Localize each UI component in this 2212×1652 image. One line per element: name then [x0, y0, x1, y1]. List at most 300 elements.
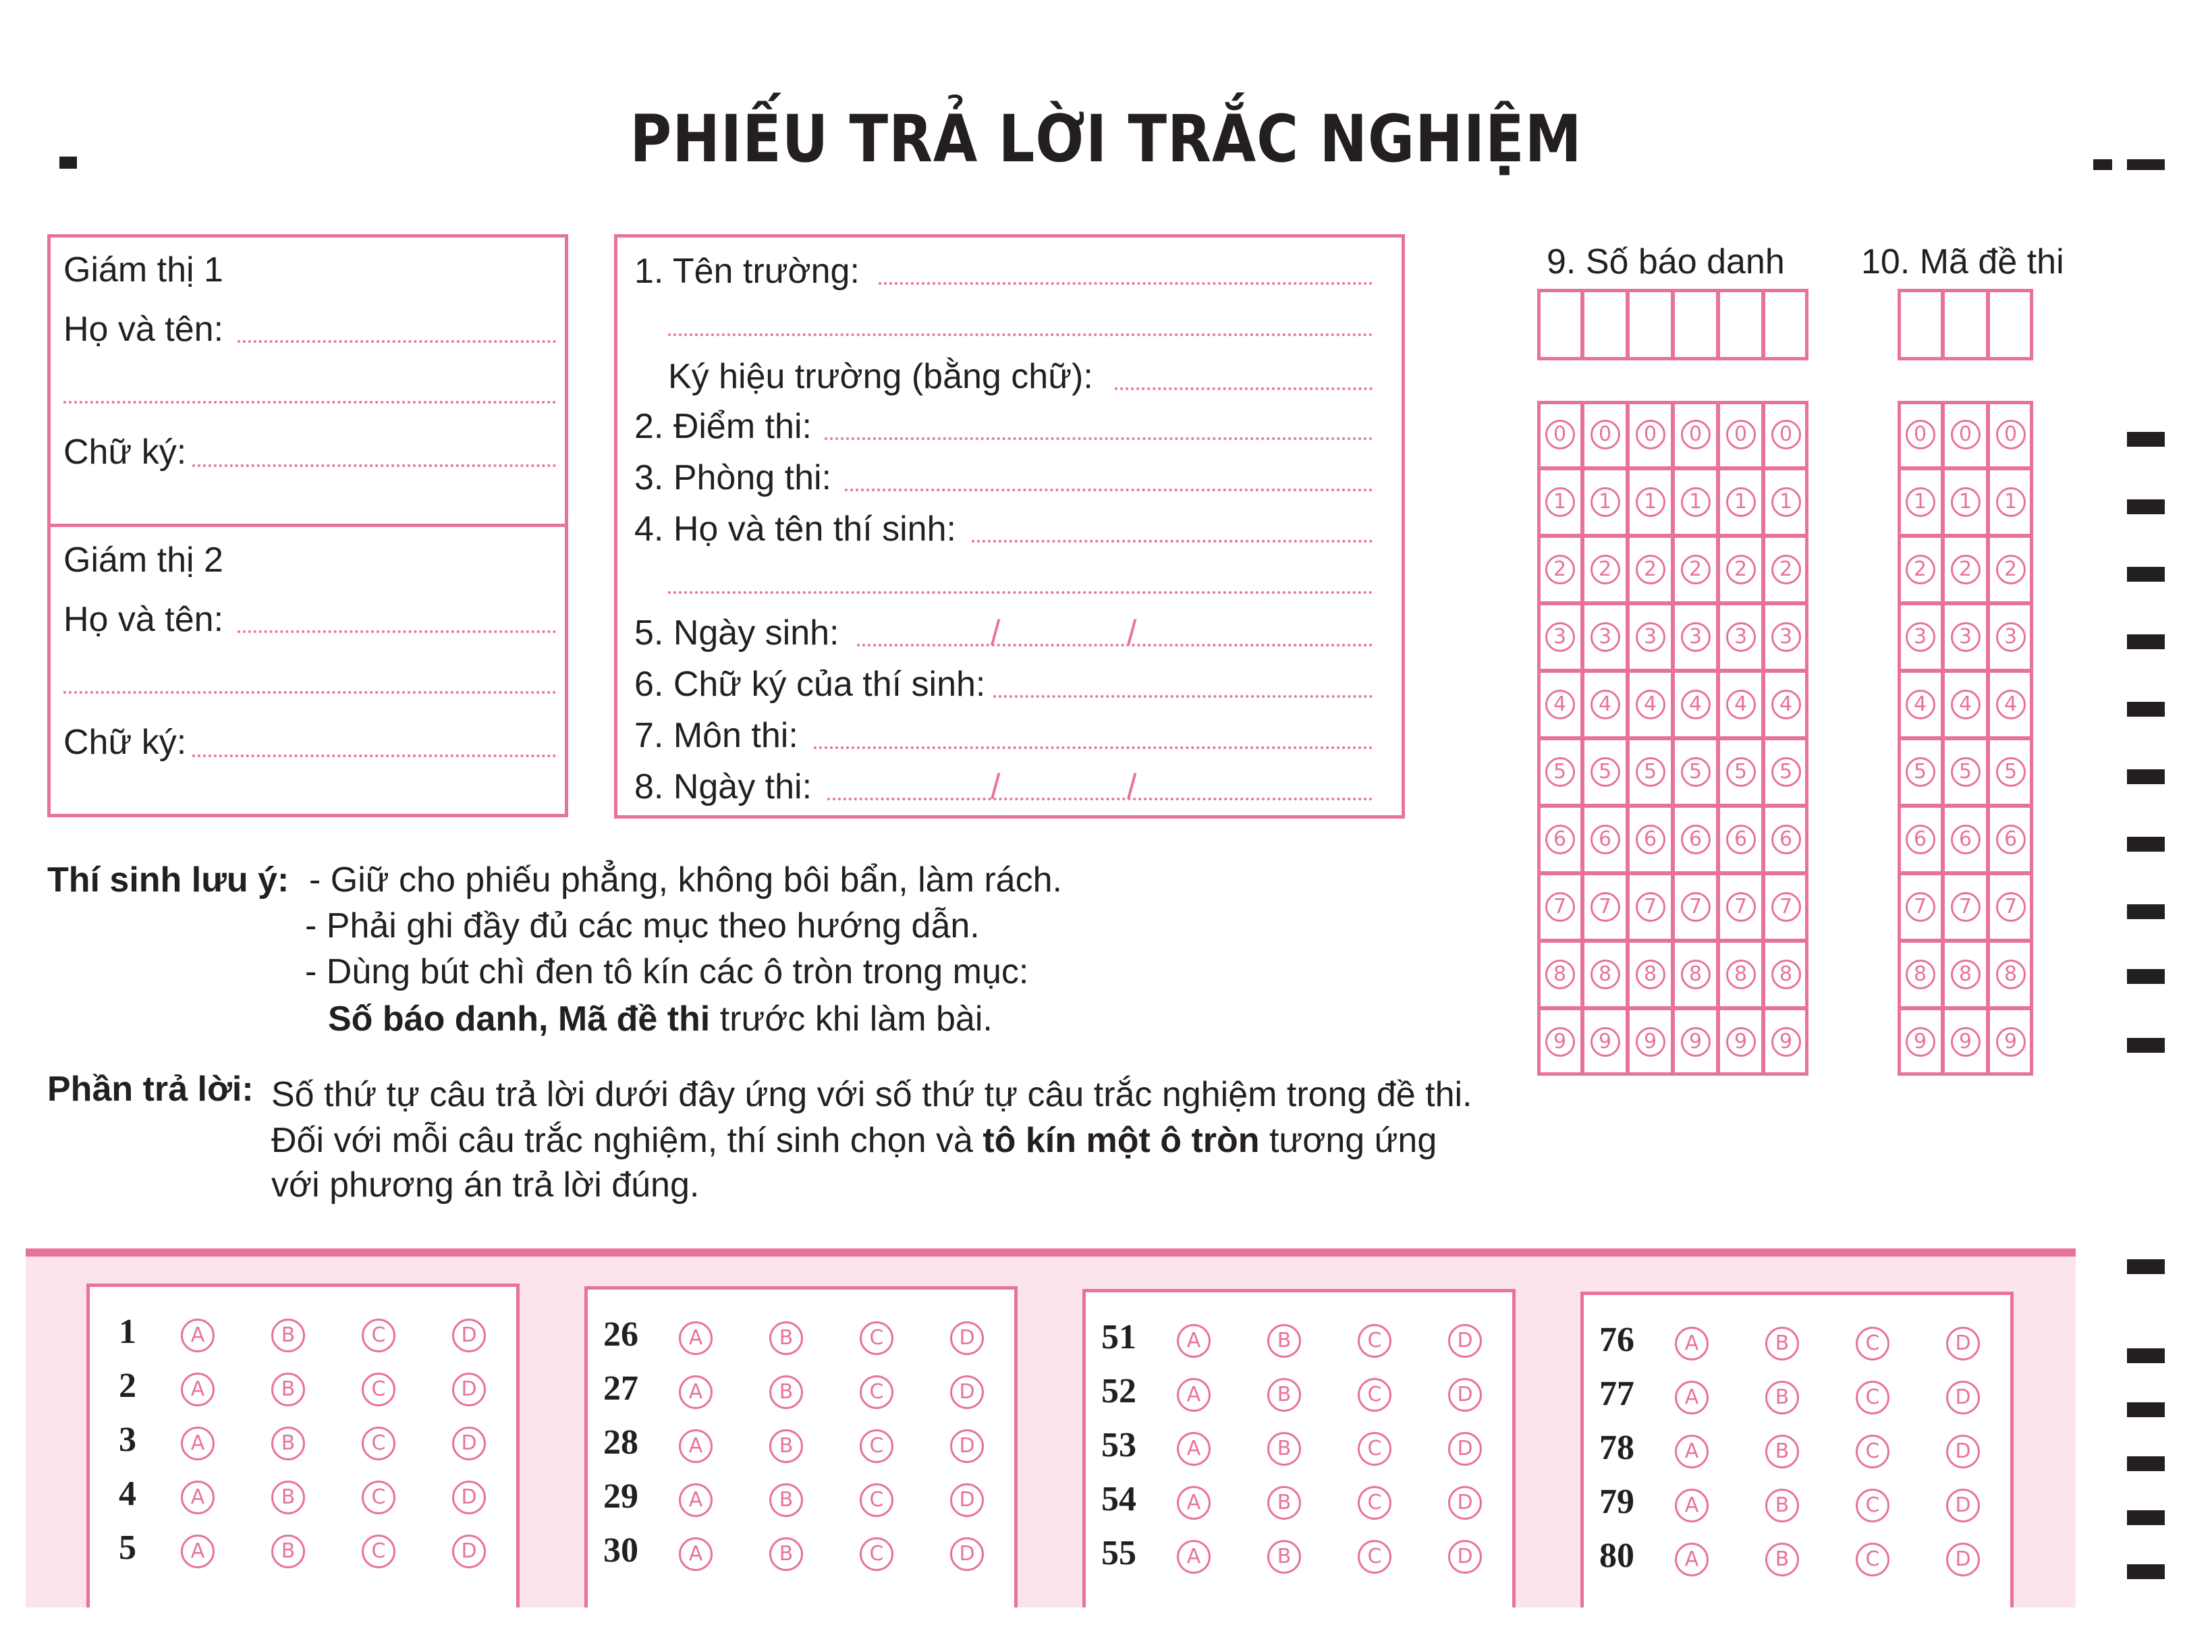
- exam-code-grid-cell: [1898, 536, 1943, 603]
- answer-option-bubble[interactable]: B: [1267, 1540, 1301, 1574]
- answer-option-bubble[interactable]: D: [950, 1429, 984, 1463]
- answer-option-bubble[interactable]: D: [1946, 1435, 1980, 1468]
- exam-code-grid-cell: [1988, 738, 2033, 806]
- student-id-digit-bubble[interactable]: 4: [1545, 690, 1575, 719]
- answer-option-bubble[interactable]: C: [1856, 1327, 1889, 1360]
- exam-code-digit-bubble[interactable]: 9: [1906, 1027, 1935, 1057]
- student-id-digit-bubble[interactable]: 5: [1726, 757, 1756, 787]
- student-id-digit-bubble[interactable]: 0: [1681, 420, 1711, 449]
- answer-option-bubble[interactable]: A: [181, 1427, 215, 1460]
- student-id-grid-cell: [1628, 603, 1673, 671]
- answer-option-bubble[interactable]: B: [1765, 1327, 1799, 1360]
- exam-code-digit-bubble[interactable]: 3: [1951, 622, 1981, 652]
- answer-option-bubble[interactable]: B: [271, 1319, 305, 1352]
- answer-option-bubble[interactable]: D: [452, 1535, 486, 1568]
- birth-date-field[interactable]: [857, 644, 1373, 646]
- timing-mark: [2127, 702, 2165, 717]
- proctor1-name-label: Họ và tên:: [63, 310, 224, 349]
- school-code-field[interactable]: [1115, 387, 1373, 390]
- student-id-grid-cell: [1628, 806, 1673, 873]
- answer-option-bubble[interactable]: A: [181, 1373, 215, 1406]
- student-id-grid-cell: [1673, 671, 1718, 738]
- answer-option-bubble[interactable]: D: [1448, 1324, 1482, 1358]
- exam-code-digit-bubble[interactable]: 1: [1906, 487, 1935, 517]
- student-id-digit-bubble[interactable]: 0: [1545, 420, 1575, 449]
- exam-code-grid-cell: [1988, 806, 2033, 873]
- notes-line-1: - Giữ cho phiếu phẳng, không bôi bẩn, làm rách.: [309, 860, 1062, 900]
- answer-option-bubble[interactable]: D: [1946, 1489, 1980, 1522]
- answer-option-bubble[interactable]: D: [452, 1481, 486, 1514]
- student-id-digit-bubble[interactable]: 8: [1636, 960, 1665, 989]
- exam-code-digit-bubble[interactable]: 2: [1996, 555, 2026, 584]
- student-id-grid-cell: [1763, 941, 1808, 1008]
- answer-option-bubble[interactable]: B: [1765, 1435, 1799, 1468]
- answer-option-bubble[interactable]: A: [181, 1535, 215, 1568]
- answer-option-bubble[interactable]: C: [860, 1537, 893, 1571]
- answer-option-bubble[interactable]: C: [1358, 1540, 1391, 1574]
- exam-code-digit-bubble[interactable]: 7: [1906, 892, 1935, 922]
- student-id-grid-cell: [1628, 536, 1673, 603]
- student-id-digit-bubble[interactable]: 9: [1726, 1027, 1756, 1057]
- answer-option-bubble[interactable]: D: [1946, 1381, 1980, 1414]
- answer-option-bubble[interactable]: B: [1267, 1378, 1301, 1412]
- student-id-grid-cell: [1718, 401, 1763, 468]
- answer-option-bubble[interactable]: A: [679, 1429, 713, 1463]
- student-id-grid-cell: [1673, 738, 1718, 806]
- exam-code-grid-cell: [1943, 1008, 1988, 1076]
- exam-code-digit-bubble[interactable]: 8: [1951, 960, 1981, 989]
- student-id-digit-bubble[interactable]: 1: [1545, 487, 1575, 517]
- student-id-digit-bubble[interactable]: 3: [1545, 622, 1575, 652]
- question-number: 53: [1101, 1426, 1136, 1464]
- school-field[interactable]: [879, 282, 1373, 285]
- answer-option-bubble[interactable]: D: [1448, 1432, 1482, 1466]
- answer-option-bubble[interactable]: C: [1358, 1324, 1391, 1358]
- answer-option-bubble[interactable]: A: [1675, 1435, 1709, 1468]
- student-id-digit-bubble[interactable]: 2: [1591, 555, 1620, 584]
- student-id-digit-bubble[interactable]: 4: [1771, 690, 1801, 719]
- student-id-digit-bubble[interactable]: 6: [1771, 825, 1801, 854]
- answer-option-bubble[interactable]: D: [1448, 1486, 1482, 1520]
- answer-option-bubble[interactable]: B: [271, 1373, 305, 1406]
- exam-code-digit-bubble[interactable]: 6: [1996, 825, 2026, 854]
- exam-code-digit-bubble[interactable]: 2: [1906, 555, 1935, 584]
- student-id-grid-cell: [1628, 468, 1673, 536]
- exam-code-digit-bubble[interactable]: 4: [1951, 690, 1981, 719]
- student-id-grid-cell: [1673, 806, 1718, 873]
- question-number: 52: [1101, 1372, 1136, 1410]
- student-id-digit-bubble[interactable]: 2: [1726, 555, 1756, 584]
- question-number: 29: [603, 1477, 638, 1516]
- answer-option-bubble[interactable]: C: [1856, 1489, 1889, 1522]
- timing-mark: [2127, 1348, 2165, 1363]
- proctor2-name-field[interactable]: [238, 630, 556, 633]
- student-id-grid-cell: [1537, 873, 1582, 941]
- student-id-grid-cell: [1582, 806, 1628, 873]
- exam-code-digit-bubble[interactable]: 8: [1906, 960, 1935, 989]
- timing-mark: [2093, 159, 2112, 170]
- answer-option-bubble[interactable]: B: [769, 1483, 803, 1517]
- answer-option-bubble[interactable]: B: [271, 1481, 305, 1514]
- answer-option-bubble[interactable]: D: [1946, 1327, 1980, 1360]
- answer-option-bubble[interactable]: D: [950, 1375, 984, 1409]
- student-id-grid-cell: [1673, 603, 1718, 671]
- student-id-digit-bubble[interactable]: 5: [1636, 757, 1665, 787]
- answer-option-bubble[interactable]: C: [1358, 1378, 1391, 1412]
- candidate-name-label: 4. Họ và tên thí sinh:: [634, 510, 956, 549]
- answer-option-bubble[interactable]: C: [860, 1375, 893, 1409]
- question-number: 54: [1101, 1480, 1136, 1518]
- exam-code-grid-cell: [1898, 603, 1943, 671]
- exam-code-digit-bubble[interactable]: 1: [1951, 487, 1981, 517]
- student-id-digit-bubble[interactable]: 6: [1545, 825, 1575, 854]
- exam-date-label: 8. Ngày thi:: [634, 767, 812, 806]
- student-id-digit-bubble[interactable]: 2: [1545, 555, 1575, 584]
- answer-option-bubble[interactable]: A: [1177, 1540, 1211, 1574]
- student-id-grid-cell: [1537, 401, 1582, 468]
- proctor1-signature-field[interactable]: [192, 464, 556, 467]
- answer-option-bubble[interactable]: C: [1856, 1435, 1889, 1468]
- exam-code-entry-cell[interactable]: [1898, 289, 1943, 360]
- exam-code-grid-cell: [1943, 738, 1988, 806]
- student-id-grid-cell: [1673, 873, 1718, 941]
- exam-site-label: 2. Điểm thi:: [634, 407, 812, 446]
- answer-option-bubble[interactable]: C: [1358, 1432, 1391, 1466]
- proctor2-heading: Giám thị 2: [63, 541, 223, 580]
- student-id-digit-bubble[interactable]: 8: [1591, 960, 1620, 989]
- exam-code-grid-cell: [1943, 603, 1988, 671]
- question-number: 76: [1599, 1321, 1634, 1359]
- answer-option-bubble[interactable]: C: [1856, 1381, 1889, 1414]
- student-id-digit-bubble[interactable]: 9: [1636, 1027, 1665, 1057]
- student-id-digit-bubble[interactable]: 5: [1681, 757, 1711, 787]
- answer-option-bubble[interactable]: A: [1177, 1486, 1211, 1520]
- student-id-digit-bubble[interactable]: 2: [1771, 555, 1801, 584]
- exam-code-entry-cell[interactable]: [1943, 289, 1988, 360]
- student-id-grid-cell: [1537, 536, 1582, 603]
- answer-option-bubble[interactable]: D: [452, 1373, 486, 1406]
- proctor-divider: [47, 524, 568, 527]
- student-id-grid-cell: [1628, 738, 1673, 806]
- question-number: 4: [119, 1475, 136, 1513]
- student-id-digit-bubble[interactable]: 9: [1545, 1027, 1575, 1057]
- answer-option-bubble[interactable]: D: [452, 1319, 486, 1352]
- exam-code-digit-bubble[interactable]: 3: [1906, 622, 1935, 652]
- answer-option-bubble[interactable]: A: [1675, 1543, 1709, 1576]
- question-number: 27: [603, 1369, 638, 1408]
- answer-option-bubble[interactable]: C: [860, 1321, 893, 1355]
- student-id-digit-bubble[interactable]: 7: [1726, 892, 1756, 922]
- student-id-grid-cell: [1673, 401, 1718, 468]
- student-id-digit-bubble[interactable]: 9: [1771, 1027, 1801, 1057]
- answer-option-bubble[interactable]: D: [452, 1427, 486, 1460]
- student-id-digit-bubble[interactable]: 3: [1726, 622, 1756, 652]
- exam-code-grid-cell: [1943, 401, 1988, 468]
- school-label: 1. Tên trường:: [634, 252, 860, 291]
- student-id-entry-cell[interactable]: [1628, 289, 1673, 360]
- exam-code-grid-cell: [1898, 941, 1943, 1008]
- answer-option-bubble[interactable]: C: [362, 1373, 395, 1406]
- student-id-grid-cell: [1582, 1008, 1628, 1076]
- student-id-digit-bubble[interactable]: 5: [1591, 757, 1620, 787]
- exam-site-field[interactable]: [825, 437, 1373, 440]
- exam-date-field[interactable]: [827, 798, 1373, 800]
- birth-date-label: 5. Ngày sinh:: [634, 613, 839, 653]
- exam-code-digit-bubble[interactable]: 0: [1906, 420, 1935, 449]
- proctor1-name-field-line2[interactable]: [63, 401, 556, 404]
- student-id-digit-bubble[interactable]: 9: [1591, 1027, 1620, 1057]
- answer-option-bubble[interactable]: A: [181, 1319, 215, 1352]
- student-id-digit-bubble[interactable]: 6: [1726, 825, 1756, 854]
- proctor2-signature-field[interactable]: [192, 754, 556, 757]
- exam-code-digit-bubble[interactable]: 1: [1996, 487, 2026, 517]
- answer-option-bubble[interactable]: C: [362, 1535, 395, 1568]
- exam-code-digit-bubble[interactable]: 6: [1951, 825, 1981, 854]
- question-number: 51: [1101, 1318, 1136, 1356]
- student-id-grid-cell: [1582, 738, 1628, 806]
- question-number: 5: [119, 1529, 136, 1567]
- answer-option-bubble[interactable]: A: [1177, 1432, 1211, 1466]
- answer-option-bubble[interactable]: C: [1856, 1543, 1889, 1576]
- exam-code-grid-cell: [1898, 806, 1943, 873]
- student-id-digit-bubble[interactable]: 3: [1771, 622, 1801, 652]
- answer-option-bubble[interactable]: C: [362, 1319, 395, 1352]
- student-id-entry-cell[interactable]: [1763, 289, 1808, 360]
- student-id-entry-cell[interactable]: [1673, 289, 1718, 360]
- timing-mark: [2127, 1038, 2165, 1053]
- student-id-grid-cell: [1582, 603, 1628, 671]
- student-id-grid-cell: [1763, 603, 1808, 671]
- candidate-name-field[interactable]: [972, 540, 1373, 543]
- student-id-digit-bubble[interactable]: 4: [1681, 690, 1711, 719]
- answer-section-divider: [26, 1248, 2076, 1257]
- timing-mark: [2127, 1510, 2165, 1525]
- answer-option-bubble[interactable]: A: [679, 1483, 713, 1517]
- exam-code-label: 10. Mã đề thi: [1861, 242, 2064, 281]
- student-id-digit-bubble[interactable]: 2: [1681, 555, 1711, 584]
- proctor2-signature-label: Chữ ký:: [63, 723, 187, 762]
- student-id-grid-cell: [1537, 1008, 1582, 1076]
- exam-code-digit-bubble[interactable]: 7: [1996, 892, 2026, 922]
- exam-code-digit-bubble[interactable]: 5: [1951, 757, 1981, 787]
- timing-mark: [2127, 1564, 2165, 1579]
- student-id-digit-bubble[interactable]: 1: [1681, 487, 1711, 517]
- student-id-digit-bubble[interactable]: 1: [1591, 487, 1620, 517]
- student-id-digit-bubble[interactable]: 4: [1726, 690, 1756, 719]
- student-id-digit-bubble[interactable]: 7: [1591, 892, 1620, 922]
- timing-mark: [2127, 567, 2165, 582]
- answer-option-bubble[interactable]: B: [1765, 1543, 1799, 1576]
- student-id-grid-cell: [1537, 941, 1582, 1008]
- student-id-digit-bubble[interactable]: 1: [1771, 487, 1801, 517]
- student-id-entry-cell[interactable]: [1582, 289, 1628, 360]
- answer-option-bubble[interactable]: B: [769, 1429, 803, 1463]
- proctor2-name-field-line2[interactable]: [63, 691, 556, 694]
- exam-code-digit-bubble[interactable]: 2: [1951, 555, 1981, 584]
- answer-instructions-line-2: [271, 1123, 1437, 1158]
- student-id-digit-bubble[interactable]: 7: [1681, 892, 1711, 922]
- student-id-grid-cell: [1628, 1008, 1673, 1076]
- question-number: 55: [1101, 1534, 1136, 1572]
- student-id-digit-bubble[interactable]: 6: [1636, 825, 1665, 854]
- question-number: 3: [119, 1421, 136, 1459]
- student-id-grid-cell: [1628, 401, 1673, 468]
- answer-option-bubble[interactable]: B: [271, 1427, 305, 1460]
- answer-option-bubble[interactable]: D: [1448, 1540, 1482, 1574]
- exam-code-digit-bubble[interactable]: 5: [1906, 757, 1935, 787]
- candidate-name-field-line2[interactable]: [668, 591, 1373, 594]
- candidate-signature-label: 6. Chữ ký của thí sinh:: [634, 665, 986, 704]
- exam-room-field[interactable]: [845, 489, 1373, 491]
- student-id-digit-bubble[interactable]: 7: [1771, 892, 1801, 922]
- answer-instructions-line-1: Số thứ tự câu trả lời dưới đây ứng với số thứ tự câu trắc nghiệm trong đề thi.: [271, 1075, 1472, 1114]
- exam-code-digit-bubble[interactable]: 4: [1906, 690, 1935, 719]
- student-id-grid-cell: [1582, 536, 1628, 603]
- exam-code-entry-cell[interactable]: [1988, 289, 2033, 360]
- answer-option-bubble[interactable]: A: [1177, 1324, 1211, 1358]
- question-number: 30: [603, 1531, 638, 1570]
- student-id-grid-cell: [1718, 536, 1763, 603]
- notes-heading: Thí sinh lưu ý:: [47, 860, 289, 900]
- answer-option-bubble[interactable]: D: [950, 1483, 984, 1517]
- exam-code-grid-cell: [1943, 671, 1988, 738]
- notes-line-4-rest: trước khi làm bài.: [710, 999, 993, 1039]
- answer-option-bubble[interactable]: C: [362, 1481, 395, 1514]
- student-id-digit-bubble[interactable]: 8: [1681, 960, 1711, 989]
- answer-option-bubble[interactable]: B: [769, 1537, 803, 1571]
- student-id-grid-cell: [1628, 941, 1673, 1008]
- answer-option-bubble[interactable]: A: [679, 1321, 713, 1355]
- exam-code-digit-bubble[interactable]: 5: [1996, 757, 2026, 787]
- student-id-grid-cell: [1582, 671, 1628, 738]
- student-id-digit-bubble[interactable]: 2: [1636, 555, 1665, 584]
- exam-code-digit-bubble[interactable]: 9: [1951, 1027, 1981, 1057]
- exam-code-grid-cell: [1898, 401, 1943, 468]
- student-id-grid-cell: [1537, 468, 1582, 536]
- student-id-digit-bubble[interactable]: 5: [1545, 757, 1575, 787]
- answer-option-bubble[interactable]: B: [1267, 1432, 1301, 1466]
- answer-option-bubble[interactable]: A: [1675, 1327, 1709, 1360]
- student-id-digit-bubble[interactable]: 0: [1591, 420, 1620, 449]
- student-id-grid-cell: [1763, 671, 1808, 738]
- answer-option-bubble[interactable]: D: [1946, 1543, 1980, 1576]
- exam-code-digit-bubble[interactable]: 8: [1996, 960, 2026, 989]
- exam-code-digit-bubble[interactable]: 9: [1996, 1027, 2026, 1057]
- answer-option-bubble[interactable]: A: [679, 1537, 713, 1571]
- answer-option-bubble[interactable]: B: [1267, 1486, 1301, 1520]
- exam-code-digit-bubble[interactable]: 7: [1951, 892, 1981, 922]
- student-id-digit-bubble[interactable]: 3: [1681, 622, 1711, 652]
- student-id-entry-cell[interactable]: [1537, 289, 1582, 360]
- exam-date-separator-1: /: [991, 767, 1001, 806]
- exam-code-digit-bubble[interactable]: 6: [1906, 825, 1935, 854]
- student-id-digit-bubble[interactable]: 0: [1771, 420, 1801, 449]
- answer-option-bubble[interactable]: A: [679, 1375, 713, 1409]
- student-id-grid-cell: [1718, 873, 1763, 941]
- student-id-grid-cell: [1673, 941, 1718, 1008]
- student-id-digit-bubble[interactable]: 4: [1591, 690, 1620, 719]
- student-id-digit-bubble[interactable]: 0: [1636, 420, 1665, 449]
- timing-mark: [2127, 634, 2165, 649]
- answer-option-bubble[interactable]: C: [860, 1483, 893, 1517]
- answer-option-bubble[interactable]: B: [1267, 1324, 1301, 1358]
- answer-option-bubble[interactable]: D: [1448, 1378, 1482, 1412]
- student-id-grid-cell: [1763, 806, 1808, 873]
- answer-option-bubble[interactable]: A: [1675, 1381, 1709, 1414]
- timing-mark: [2127, 769, 2165, 784]
- birth-date-separator-1: /: [991, 613, 1001, 653]
- exam-code-digit-bubble[interactable]: 0: [1951, 420, 1981, 449]
- answer-option-bubble[interactable]: B: [769, 1375, 803, 1409]
- student-id-digit-bubble[interactable]: 6: [1681, 825, 1711, 854]
- answer-instructions-line-2-start: Đối với mỗi câu trắc nghiệm, thí sinh chọn và: [271, 1121, 983, 1160]
- exam-code-digit-bubble[interactable]: 4: [1996, 690, 2026, 719]
- student-id-digit-bubble[interactable]: 0: [1726, 420, 1756, 449]
- proctor1-name-field[interactable]: [238, 340, 556, 343]
- answer-option-bubble[interactable]: B: [1765, 1489, 1799, 1522]
- timing-mark: [2127, 904, 2165, 919]
- student-id-grid-cell: [1537, 806, 1582, 873]
- student-id-digit-bubble[interactable]: 9: [1681, 1027, 1711, 1057]
- exam-code-digit-bubble[interactable]: 3: [1996, 622, 2026, 652]
- student-id-digit-bubble[interactable]: 8: [1726, 960, 1756, 989]
- notes-line-4: [328, 1001, 993, 1037]
- answer-instructions-line-2-bold: tô kín một ô tròn: [983, 1121, 1260, 1160]
- answer-option-bubble[interactable]: C: [1358, 1486, 1391, 1520]
- student-id-grid-cell: [1718, 468, 1763, 536]
- school-field-line2[interactable]: [668, 333, 1373, 336]
- student-id-digit-bubble[interactable]: 8: [1545, 960, 1575, 989]
- student-id-digit-bubble[interactable]: 8: [1771, 960, 1801, 989]
- timing-mark: [2127, 499, 2165, 514]
- exam-code-digit-bubble[interactable]: 0: [1996, 420, 2026, 449]
- student-id-grid-cell: [1582, 941, 1628, 1008]
- answer-option-bubble[interactable]: B: [271, 1535, 305, 1568]
- student-id-digit-bubble[interactable]: 6: [1591, 825, 1620, 854]
- candidate-signature-field[interactable]: [993, 695, 1373, 698]
- answer-option-bubble[interactable]: B: [769, 1321, 803, 1355]
- answer-option-bubble[interactable]: D: [950, 1537, 984, 1571]
- answer-option-bubble[interactable]: D: [950, 1321, 984, 1355]
- answer-instructions-line-3: với phương án trả lời đúng.: [271, 1165, 700, 1205]
- answer-option-bubble[interactable]: A: [1177, 1378, 1211, 1412]
- student-id-grid-cell: [1718, 603, 1763, 671]
- student-id-digit-bubble[interactable]: 7: [1636, 892, 1665, 922]
- answer-option-bubble[interactable]: C: [362, 1427, 395, 1460]
- answer-option-bubble[interactable]: A: [1675, 1489, 1709, 1522]
- student-id-grid-cell: [1763, 873, 1808, 941]
- student-id-digit-bubble[interactable]: 1: [1636, 487, 1665, 517]
- student-id-digit-bubble[interactable]: 5: [1771, 757, 1801, 787]
- student-id-entry-cell[interactable]: [1718, 289, 1763, 360]
- timing-mark: [2127, 969, 2165, 984]
- answer-option-bubble[interactable]: C: [860, 1429, 893, 1463]
- birth-date-separator-2: /: [1127, 613, 1137, 653]
- answer-option-bubble[interactable]: A: [181, 1481, 215, 1514]
- student-id-digit-bubble[interactable]: 7: [1545, 892, 1575, 922]
- timing-mark: [2127, 1456, 2165, 1471]
- student-id-digit-bubble[interactable]: 4: [1636, 690, 1665, 719]
- question-number: 80: [1599, 1537, 1634, 1575]
- student-id-digit-bubble[interactable]: 3: [1591, 622, 1620, 652]
- notes-line-3: - Dùng bút chì đen tô kín các ô tròn trong mục:: [305, 952, 1029, 991]
- student-id-grid-cell: [1718, 806, 1763, 873]
- student-id-digit-bubble[interactable]: 3: [1636, 622, 1665, 652]
- answer-option-bubble[interactable]: B: [1765, 1381, 1799, 1414]
- answer-instructions-line-2-end: tương ứng: [1259, 1121, 1437, 1160]
- student-id-digit-bubble[interactable]: 1: [1726, 487, 1756, 517]
- subject-field[interactable]: [814, 746, 1373, 749]
